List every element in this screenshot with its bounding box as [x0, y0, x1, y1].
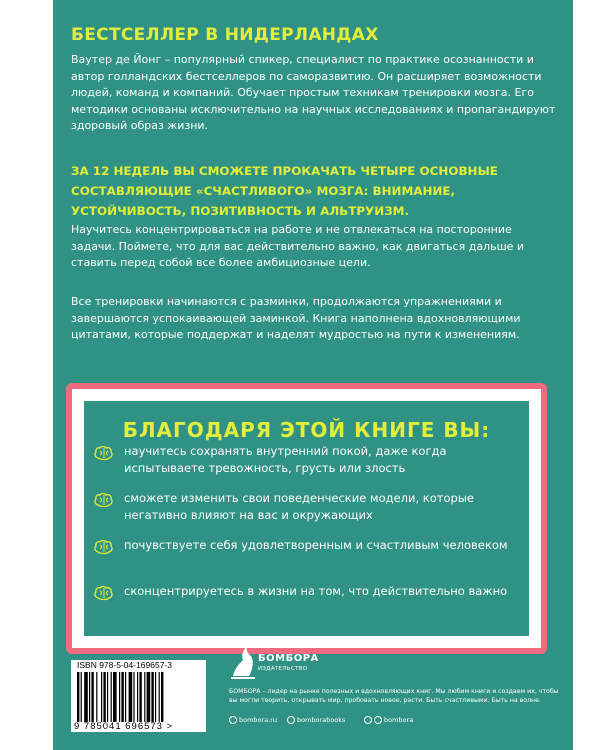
barcode-bar [101, 672, 102, 722]
benefit-text: сконцентрируетесь в жизни на том, что действительно важно [124, 584, 508, 598]
barcode-bar [144, 672, 145, 722]
brain-icon [94, 492, 114, 508]
messenger-icon [364, 716, 372, 724]
barcode-bar [121, 672, 123, 722]
social-network-icon [287, 716, 295, 724]
brain-icon [94, 585, 114, 601]
publisher-logo-subtitle: ИЗДАТЕЛЬСТВО [258, 666, 308, 672]
barcode-bar [133, 672, 134, 722]
benefits-panel [84, 401, 529, 636]
barcode-bar [147, 672, 151, 722]
social-link-books[interactable]: bomborabooks [287, 716, 345, 724]
ean-digits: 9 785041 696573 > [74, 721, 174, 732]
barcode-block [71, 660, 206, 732]
lead-statement: ЗА 12 НЕДЕЛЬ ВЫ СМОЖЕТЕ ПРОКАЧАТЬ ЧЕТЫРЕ ОСНОВНЫЕ СОСТАВЛЯЮЩИЕ «СЧАСТЛИВОГО» МОЗГА: ВНИМАНИЕ, УСТОЙЧИВОСТЬ, ПОЗИТИВНОСТЬ И АЛЬТРУИЗМ. [71, 164, 498, 218]
barcode-bar [89, 672, 90, 722]
description-paragraph-2: Все тренировки начинаются с разминки, продолжаются упражнениями и завершаются успокаивающей заминкой. Книга наполнена вдохновляющими цитатами, которые поддержат и наделят мудростью на пути к изменениям. [71, 295, 521, 342]
brain-icon [94, 445, 114, 461]
benefit-text: научитесь сохранять внутренний покой, даже когда испытываете тревожность, грусть или злость [124, 444, 447, 475]
barcode-bar [125, 672, 126, 722]
benefit-text: сможете изменить свои поведенческие модели, которые негативно влияют на вас и окружающих [124, 491, 474, 522]
social-link-messenger[interactable]: bombora [364, 716, 413, 724]
author-intro: Ваутер де Йонг – популярный спикер, специалист по практике осознанности и автор голландских бестселлеров по саморазвитию. Он расширяет возможности людей, команд и компаний. Обучает простым техникам тренировки мозга. Его методики основаны исключительно на научных исследованиях и пропагандируют здоровый образ жизни. [71, 53, 556, 133]
barcode-bar [161, 672, 163, 722]
barcode-bar [103, 672, 105, 722]
brain-icon [94, 539, 114, 555]
publisher-description: БОМБОРА – лидер на рынке полезных и вдохновляющих книг. Мы любим книги и создаем их, чтобы вы могли творить, открывать мир, пробовать новое, расти. Быть счастливыми. Быть на волне. [229, 688, 559, 704]
barcode-bar [159, 672, 160, 722]
description-paragraph-1: Научитесь концентрироваться на работе и не отвлекаться на посторонние задачи. Поймете, что для вас действительно важно, как двигаться дальше и ставить перед собой все более амбициозные цели. [71, 223, 525, 270]
barcode-bar [77, 672, 79, 722]
benefit-text: почувствуете себя удовлетворенным и счастливым человеком [124, 538, 508, 552]
barcode-bar [91, 672, 93, 722]
barcode-bar [113, 672, 117, 722]
barcode-bar [96, 672, 97, 722]
barcode-bar [81, 672, 82, 722]
barcode-image [75, 672, 202, 722]
benefits-frame [66, 383, 547, 654]
publisher-social-links [229, 716, 559, 728]
social-link-site[interactable]: bombora.ru [229, 716, 277, 724]
barcode-bar [139, 672, 141, 722]
isbn-label: ISBN 978-5-04-169657-3 [77, 660, 172, 670]
bestseller-heading: БЕСТСЕЛЛЕР В НИДЕРЛАНДАХ [71, 25, 379, 45]
globe-icon [229, 716, 237, 724]
barcode-bar [119, 672, 120, 722]
barcode-bar [137, 672, 138, 722]
publisher-logo-name: БОМБОРА [258, 653, 319, 664]
telegram-icon [374, 716, 382, 724]
benefits-title: БЛАГОДАРЯ ЭТОЙ КНИГЕ ВЫ: [122, 418, 491, 442]
barcode-bar [151, 672, 153, 722]
barcode-bar [129, 672, 133, 722]
barcode-bar [155, 672, 156, 722]
barcode-bar [107, 672, 108, 722]
barcode-bar [111, 672, 112, 722]
barcode-bar [84, 672, 88, 722]
